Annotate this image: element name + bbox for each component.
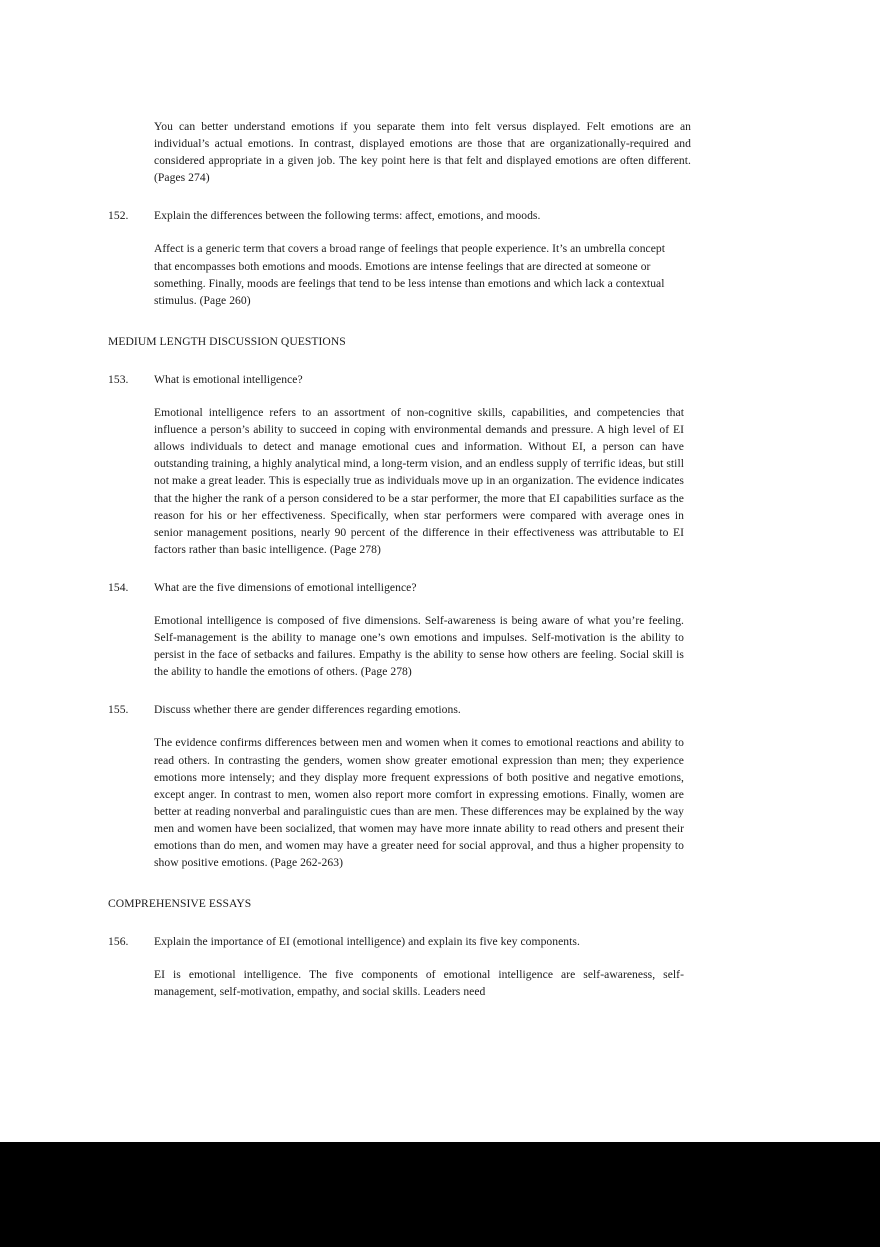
page-content bbox=[108, 118, 691, 1001]
question-number-155: 155. bbox=[108, 703, 129, 717]
spacer bbox=[108, 558, 691, 579]
answer-paragraph-156: EI is emotional intelligence. The five components of emotional intelligence are self-awareness, self-management, self-motivation, empathy, and social skills. Leaders need bbox=[154, 968, 684, 999]
answer-paragraph-155: The evidence confirms differences between men and women when it comes to emotional reactions and ability to read others. In contrasting the genders, women show greater emotional expression than men; they experience emotions more intensely; and they display more frequent expressions of both positive and negative emotions, except anger. In contrast to men, women also report more comfort in expressing emotions. Finally, women are better at reading nonverbal and paralinguistic cues than are men. These differences may be explained by the way men and women have been socialized, that women may have more innate ability to read others and present their emotions than do men, and women may have a greater need for social approval, and thus a higher propensity to show positive emotions. (Page 262-263) bbox=[154, 736, 684, 870]
spacer bbox=[108, 912, 691, 933]
question-number-153: 153. bbox=[108, 372, 129, 386]
section-heading-medium-length: MEDIUM LENGTH DISCUSSION QUESTIONS bbox=[108, 334, 346, 348]
question-text-153: What is emotional intelligence? bbox=[154, 372, 303, 386]
spacer bbox=[108, 680, 691, 701]
spacer bbox=[108, 186, 691, 207]
question-row-153 bbox=[108, 371, 691, 388]
question-number-152: 152. bbox=[108, 209, 129, 223]
spacer bbox=[108, 309, 691, 333]
question-text-152: Explain the differences between the following terms: affect, emotions, and moods. bbox=[154, 209, 541, 223]
answer-paragraph-152: Affect is a generic term that covers a broad range of feelings that people experience. It’s an umbrella concept that encompasses both emotions and moods. Emotions are intense feelings that are directed at someone or something. Finally, moods are feelings that tend to be less intense than emotions and which lack a contextual stimulus. (Page 260) bbox=[154, 242, 666, 307]
spacer bbox=[108, 596, 691, 612]
question-row-156 bbox=[108, 933, 691, 950]
question-text-155: Discuss whether there are gender differences regarding emotions. bbox=[154, 703, 461, 717]
spacer bbox=[108, 718, 691, 734]
spacer bbox=[108, 950, 691, 966]
answer-paragraph-153: Emotional intelligence refers to an assortment of non-cognitive skills, capabilities, and competencies that influence a person’s ability to succeed in coping with environmental demands and pressure. A high level of EI allows individuals to detect and manage emotional cues and information. Without EI, a person can have outstanding training, a highly analytical mind, a long-term vision, and an endless supply of terrific ideas, but still not make a great leader. This is especially true as individuals move up in an organization. The evidence indicates that the higher the rank of a person considered to be a star performer, the more that EI capabilities surface as the reason for his or her effectiveness. Specifically, when star performers were compared with average ones in senior management positions, nearly 90 percent of the difference in their effectiveness was attributable to EI factors rather than basic intelligence. (Page 278) bbox=[154, 406, 684, 556]
question-row-155 bbox=[108, 701, 691, 718]
question-number-154: 154. bbox=[108, 580, 129, 594]
question-row-154 bbox=[108, 579, 691, 596]
question-row-152 bbox=[108, 207, 691, 224]
question-text-154: What are the five dimensions of emotional intelligence? bbox=[154, 580, 417, 594]
spacer bbox=[108, 871, 691, 895]
spacer bbox=[108, 350, 691, 371]
scan-bottom-black-band bbox=[0, 1142, 880, 1247]
question-number-156: 156. bbox=[108, 935, 129, 949]
section-heading-comprehensive-essays: COMPREHENSIVE ESSAYS bbox=[108, 897, 252, 911]
question-text-156: Explain the importance of EI (emotional intelligence) and explain its five key components. bbox=[154, 935, 580, 949]
spacer bbox=[108, 388, 691, 404]
answer-paragraph-154: Emotional intelligence is composed of five dimensions. Self-awareness is being aware of what you’re feeling. Self-management is the ability to manage one’s own emotions and impulses. Self-motivation is the ability to persist in the face of setbacks and failures. Empathy is the ability to sense how others are feeling. Social skill is the ability to handle the emotions of others. (Page 278) bbox=[154, 613, 684, 679]
spacer bbox=[108, 224, 691, 240]
intro-paragraph: You can better understand emotions if you separate them into felt versus displayed. Felt emotions are an individual’s actual emotions. In contrast, displayed emotions are those that are organizationally-required and considered appropriate in a given job. The key point here is that felt and displayed emotions are often different. (Pages 274) bbox=[154, 120, 691, 185]
